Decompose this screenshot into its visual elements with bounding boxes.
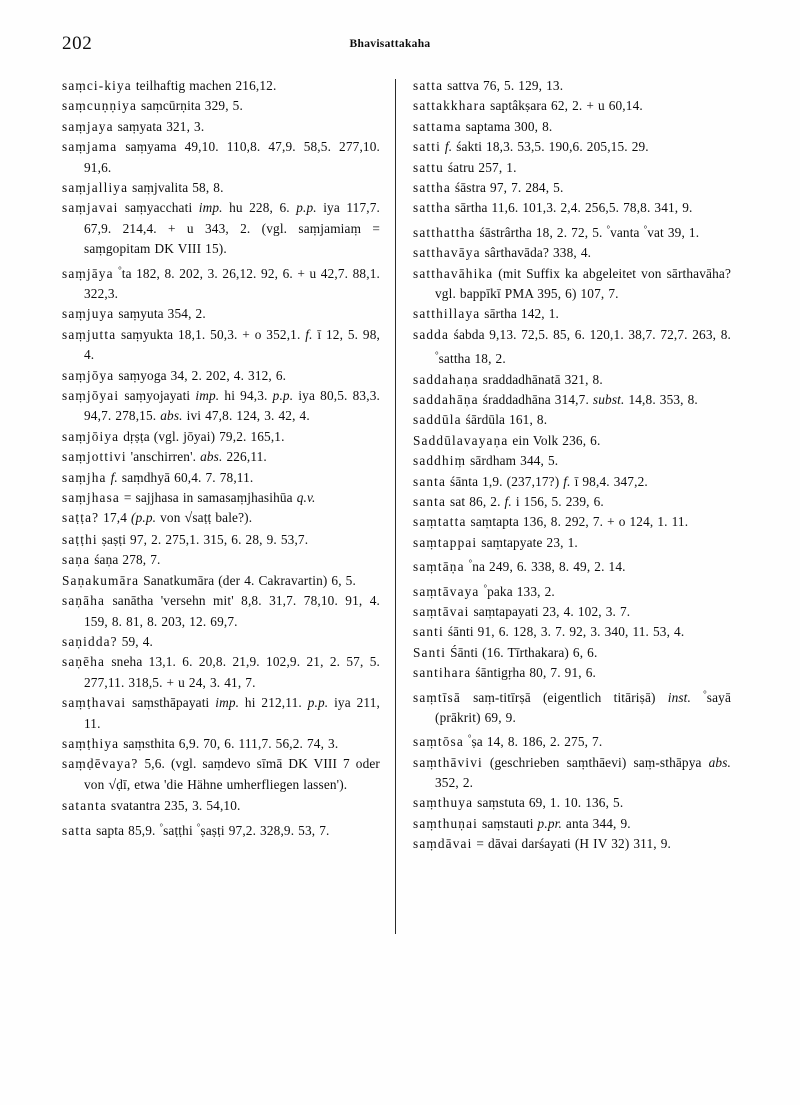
dictionary-entry: sadda śabda 9,13. 72,5. 85, 6. 120,1. 38,7. 72,7. 263, 8. °sattha 18, 2. xyxy=(413,326,731,367)
dictionary-entry: saṃci-kiya teilhaftig machen 216,12. xyxy=(62,78,277,93)
dictionary-entry: sattha sārtha 11,6. 101,3. 2,4. 256,5. 78,8. 341, 9. xyxy=(413,200,693,216)
dictionary-entry: saṃṭhiya saṃsthita 6,9. 70, 6. 111,7. 56,2. 74, 3. xyxy=(62,735,339,751)
dictionary-entry: saṃthuya saṃstuta 69, 1. 10. 136, 5. xyxy=(413,795,624,811)
dictionary-entry: sattakkhara saptâkṣara 62, 2. + u 60,14. xyxy=(413,98,643,114)
dictionary-entry: satthillaya sārtha 142, 1. xyxy=(413,306,560,322)
dictionary-entry: saṃdāvai = dāvai darśayati (H IV 32) 311, 9. xyxy=(413,836,671,852)
dictionary-entry: satthattha śāstrârtha 18, 2. 72, 5. °vanta °vat 39, 1. xyxy=(413,223,700,240)
dictionary-entry: saṃjōiya dṛṣṭa (vgl. jōyai) 79,2. 165,1. xyxy=(62,428,285,444)
dictionary-entry: saṃtāṇa °na 249, 6. 338, 8. 49, 2. 14. xyxy=(413,558,626,575)
dictionary-entry: saṇēha sneha 13,1. 6. 20,8. 21,9. 102,9. 21, 2. 57, 5. 277,11. 318,5. + u 24, 3. 41, 7. xyxy=(62,654,380,690)
dictionary-entry: saṃjottivi 'anschirren'. abs. 226,11. xyxy=(62,449,267,465)
dictionary-entry: satthavāya sârthavāda? 338, 4. xyxy=(413,245,592,261)
dictionary-entry: saṇa śaṇa 278, 7. xyxy=(62,552,161,568)
text-columns xyxy=(62,76,740,946)
dictionary-entry: satti f. śakti 18,3. 53,5. 190,6. 205,15. 29. xyxy=(413,139,649,155)
dictionary-entry: saddūla śārdūla 161, 8. xyxy=(413,412,548,428)
dictionary-entry: saṃjama saṃyama 49,10. 110,8. 47,9. 58,5. 277,10. 91,6. xyxy=(62,139,380,175)
dictionary-entry: Saddūlavayaṇa ein Volk 236, 6. xyxy=(413,432,601,448)
dictionary-entry: saṭṭhi ṣaṣṭi 97, 2. 275,1. 315, 6. 28, 9. 53,7. xyxy=(62,531,309,547)
dictionary-entry: saṃjha f. saṃdhyā 60,4. 7. 78,11. xyxy=(62,469,254,485)
dictionary-entry: santa sat 86, 2. f. i 156, 5. 239, 6. xyxy=(413,494,604,509)
dictionary-entry: saṃthāvivi (geschrieben saṃthāevi) saṃ-sthāpya abs. 352, 2. xyxy=(413,754,731,791)
left-column xyxy=(62,76,380,841)
dictionary-entry: santa śānta 1,9. (237,17?) f. ī 98,4. 347,2. xyxy=(413,473,648,489)
dictionary-entry: saṃtāvaya °paka 133, 2. xyxy=(413,582,555,599)
dictionary-entry: saṇāha sanātha 'versehn mit' 8,8. 31,7. 78,10. 91, 4. 159, 8. 81, 8. 203, 12. 69,7. xyxy=(62,593,380,629)
dictionary-entry: saṃtappai saṃtapyate 23, 1. xyxy=(413,534,578,550)
dictionary-entry: saṃtāvai saṃtapayati 23, 4. 102, 3. 7. xyxy=(413,603,631,619)
column-divider-rule xyxy=(395,79,396,934)
dictionary-entry: saṃtōsa °ṣa 14, 8. 186, 2. 275, 7. xyxy=(413,733,603,750)
dictionary-entry: saṃjavai saṃyacchati imp. hu 228, 6. p.p. iya 117,7. 67,9. 214,4. + u 343, 2. (vgl. saṃjamiaṃ = saṃgopitam DK VIII 15). xyxy=(62,200,381,257)
dictionary-entry: saṃtatta saṃtapta 136, 8. 292, 7. + o 124, 1. 11. xyxy=(413,514,689,530)
dictionary-entry: santi śānti 91, 6. 128, 3. 7. 92, 3. 340, 11. 53, 4. xyxy=(413,624,685,640)
page-number: 202 xyxy=(62,33,93,54)
dictionary-entry: satthavāhika (mit Suffix ka abgeleitet von sārthavāha? vgl. bappīkī PMA 395, 6) 107, 7. xyxy=(413,265,731,301)
dictionary-entry: saṃjōyai saṃyojayati imp. hi 94,3. p.p. iya 80,5. 83,3. 94,7. 278,15. abs. ivi 47,8. 124, 3. 42, 4. xyxy=(62,388,380,424)
dictionary-entry: Saṇakumāra Sanatkumāra (der 4. Cakravartin) 6, 5. xyxy=(62,572,356,588)
running-head xyxy=(62,33,738,57)
dictionary-entry: saṃjutta saṃyukta 18,1. 50,3. + o 352,1. f. ī 12, 5. 98, 4. xyxy=(62,326,381,363)
dictionary-entry: saddahaṇa sraddadhānatā 321, 8. xyxy=(413,371,603,387)
dictionary-entry: saṃthuṇai saṃstauti p.pr. anta 344, 9. xyxy=(413,815,631,831)
dictionary-entry: saṃjaya saṃyata 321, 3. xyxy=(62,118,205,134)
dictionary-entry: sattha śāstra 97, 7. 284, 5. xyxy=(413,180,564,196)
dictionary-entry: saṃjhasa = sajjhasa in samasaṃjhasihūa q.v. xyxy=(62,490,316,506)
dictionary-entry: saṃjāya °ta 182, 8. 202, 3. 26,12. 92, 6. + u 42,7. 88,1. 322,3. xyxy=(62,264,380,301)
dictionary-entry: saṃḍēvaya? 5,6. (vgl. saṃdevo sīmā DK VIII 7 oder von √ḍī, etwa 'die Hähne umherfliegen lassen'). xyxy=(62,756,380,793)
dictionary-entry: saṃjōya saṃyoga 34, 2. 202, 4. 312, 6. xyxy=(62,367,287,383)
dictionary-entry: saddhiṃ sārdham 344, 5. xyxy=(413,453,559,469)
dictionary-entry: santihara śāntigṛha 80, 7. 91, 6. xyxy=(413,665,596,681)
dictionary-entry: saṃcuṇṇiya saṃcūrṇita 329, 5. xyxy=(62,98,243,114)
dictionary-entry: saṃṭhavai saṃsthāpayati imp. hi 212,11. p.p. iya 211, 11. xyxy=(62,695,380,731)
dictionary-entry: Santi Śānti (16. Tīrthakara) 6, 6. xyxy=(413,644,598,660)
dictionary-entry: saṃjalliya saṃjvalita 58, 8. xyxy=(62,180,224,196)
running-title: Bhavisattakaha xyxy=(349,38,431,50)
dictionary-entry: satta sapta 85,9. °saṭṭhi °ṣaṣṭi 97,2. 328,9. 53, 7. xyxy=(62,821,330,838)
dictionary-entry: saṃtīsā saṃ-titīrṣā (eigentlich titāriṣā) inst. °sayā (prākrit) 69, 9. xyxy=(413,688,731,725)
dictionary-entry: saddahāṇa śraddadhāna 314,7. subst. 14,8. 353, 8. xyxy=(413,391,698,407)
dictionary-entry: saṇidda? 59, 4. xyxy=(62,633,154,649)
dictionary-entry: sattu śatru 257, 1. xyxy=(413,159,517,175)
right-column xyxy=(413,76,731,855)
dictionary-entry: saṃjuya saṃyuta 354, 2. xyxy=(62,306,206,322)
dictionary-entry: satanta svatantra 235, 3. 54,10. xyxy=(62,798,241,814)
dictionary-entry: saṭṭa? 17,4 (p.p. von √saṭṭ bale?). xyxy=(62,510,253,527)
dictionary-entry: sattama saptama 300, 8. xyxy=(413,118,553,134)
dictionary-entry: satta sattva 76, 5. 129, 13. xyxy=(413,78,564,93)
